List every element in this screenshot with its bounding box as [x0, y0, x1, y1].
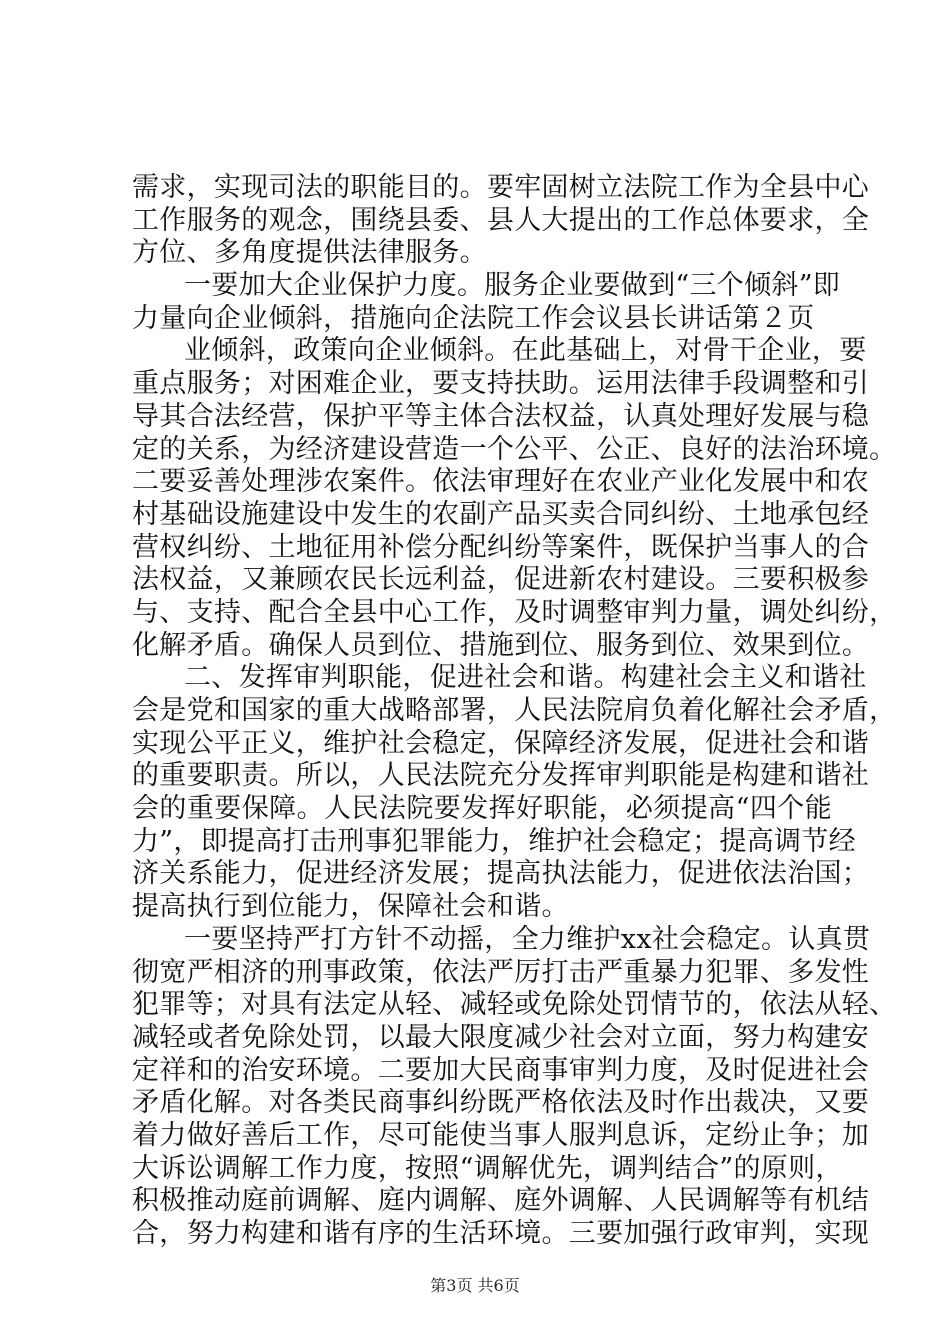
text-line: 需求，实现司法的职能目的。要牢固树立法院工作为全县中心 [132, 172, 870, 203]
text-line: 方位、多角度提供法律服务。 [132, 237, 487, 269]
text-line: 积极推动庭前调解、庭内调解、庭外调解、人民调解等有机结 [132, 1185, 870, 1217]
text-line: 力”，即提高打击刑事犯罪能力，维护社会稳定；提高调节经 [132, 825, 856, 857]
page-number-label: 第3页 共6页 [430, 1276, 520, 1295]
text-line: 实现公平正义，维护社会稳定，保障经济发展，促进社会和谐 [132, 727, 870, 759]
page-footer [0, 1273, 950, 1296]
text-line: 重点服务；对困难企业，要支持扶助。运用法律手段调整和引 [132, 368, 870, 400]
text-line: 与、支持、配合全县中心工作，及时调整审判力量，调处纠纷， [132, 596, 897, 628]
text-line: 彻宽严相济的刑事政策，依法严厉打击严重暴力犯罪、多发性 [132, 956, 870, 988]
text-line: 导其合法经营，保护平等主体合法权益，认真处理好发展与稳 [132, 400, 870, 432]
text-line: 二、发挥审判职能，促进社会和谐。构建社会主义和谐社 [184, 662, 867, 694]
text-line: 村基础设施建设中发生的农副产品买卖合同纠纷、土地承包经 [132, 498, 870, 530]
text-line: 的重要职责。所以，人民法院充分发挥审判职能是构建和谐社 [132, 760, 870, 792]
text-line: 法权益，又兼顾农民长远利益，促进新农村建设。三要积极参 [132, 564, 870, 596]
text-line: 合，努力构建和谐有序的生活环境。三要加强行政审判，实现 [132, 1218, 870, 1249]
text-line: 会的重要保障。人民法院要发挥好职能，必须提高“四个能 [132, 793, 832, 825]
text-line: 会是党和国家的重大战略部署，人民法院肩负着化解社会矛盾， [132, 695, 897, 726]
text-line: 业倾斜，政策向企业倾斜。在此基础上，对骨干企业，要 [184, 335, 867, 367]
text-line: 大诉讼调解工作力度，按照“调解优先，调判结合”的原则， [132, 1152, 843, 1184]
text-line: 减轻或者免除处罚，以最大限度减少社会对立面，努力构建安 [132, 1021, 870, 1053]
text-line: 营权纠纷、土地征用补偿分配纠纷等案件，既保护当事人的合 [132, 531, 870, 563]
text-line: 犯罪等；对具有法定从轻、减轻或免除处罚情节的，依法从轻、 [132, 989, 897, 1021]
document-body [132, 172, 897, 1251]
text-line: 矛盾化解。对各类民商事纠纷既严格依法及时作出裁决，又要 [132, 1087, 870, 1119]
text-line: 提高执行到位能力，保障社会和谐。 [132, 891, 569, 923]
text-line: 定祥和的治安环境。二要加大民商事审判力度，及时促进社会 [132, 1054, 870, 1086]
text-line: 二要妥善处理涉农案件。依法审理好在农业产业化发展中和农 [132, 466, 870, 498]
text-line: 一要坚持严打方针不动摇，全力维护xx社会稳定。认真贯 [184, 923, 871, 955]
text-line: 定的关系，为经济建设营造一个公平、公正、良好的法治环境。 [132, 433, 897, 465]
text-line: 一要加大企业保护力度。服务企业要做到“三个倾斜”即 [184, 270, 841, 302]
text-line: 着力做好善后工作，尽可能使当事人服判息诉，定纷止争；加 [132, 1119, 870, 1151]
text-line: 济关系能力，促进经济发展；提高执法能力，促进依法治国； [132, 858, 870, 890]
text-line: 化解矛盾。确保人员到位、措施到位、服务到位、效果到位。 [132, 629, 870, 661]
text-line: 工作服务的观念，围绕县委、县人大提出的工作总体要求，全 [132, 204, 870, 236]
text-line: 力量向企业倾斜，措施向企法院工作会议县长讲话第２页 [132, 302, 815, 334]
